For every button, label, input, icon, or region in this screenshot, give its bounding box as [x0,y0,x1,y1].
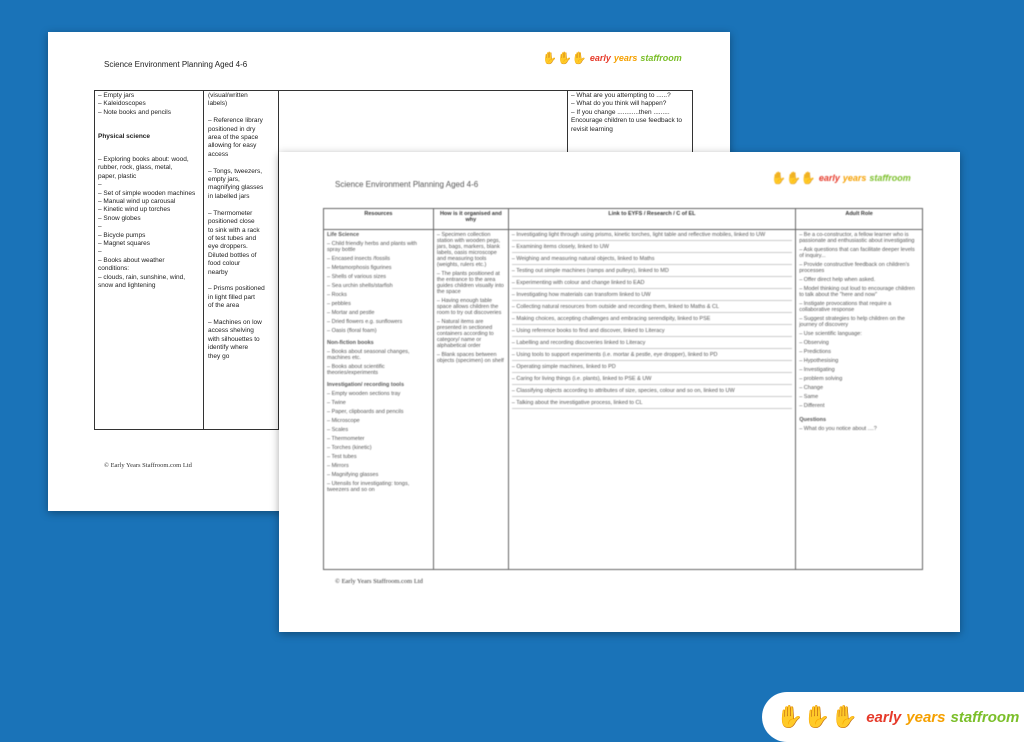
logo-word-staffroom: staffroom [869,173,911,183]
links-cell [508,230,795,570]
tools-heading: Investigation/ recording tools [327,382,405,389]
adult-role-list [799,232,919,337]
list-item: – Torches (kinetic) [327,445,430,451]
logo-word-early: early [818,173,840,183]
list-item: – Books about seasonal changes, machines etc. [327,349,430,361]
list-item: – What do you notice about ....? [799,426,919,432]
list-item: – Model thinking out loud to encourage children to talk about the "here and now" [799,286,919,298]
nonfiction-list [327,349,430,376]
logo-word-staffroom: staffroom [640,53,682,63]
list-item: – Operating simple machines, linked to PD [512,364,792,373]
list-item: – Oasis (floral foam) [327,328,430,334]
list-item: – Child friendly herbs and plants with spray bottle [327,241,430,253]
table-row [324,230,923,570]
list-item: – Shells of various sizes [327,274,430,280]
questions-heading: Questions [799,417,827,424]
hands-logo-icon: ✋ ✋ ✋ [771,171,816,185]
corner-brand-logo [762,692,1024,742]
list-item: – Specimen collection station with wooden pegs, jars, bags, markers, blank labels, oasis microscope and measuring tools (weights, rulers etc.) [437,232,505,268]
list-item: – Microscope [327,418,430,424]
list-item: – Sea urchin shells/starfish [327,283,430,289]
list-item: – pebbles [327,301,430,307]
list-item: – Investigating how materials can transform linked to UW [512,292,792,301]
organised-list [437,232,505,364]
list-item: – problem solving [799,376,919,382]
list-item: – Making choices, accepting challenges and embracing serendipity, linked to PSE [512,316,792,325]
list-item: – Rocks [327,292,430,298]
resources-cell [324,230,434,570]
list-item: – Same [799,394,919,400]
back-col-1-text: – Empty jars – Kaleidoscopes – Note books and pencils [98,92,171,116]
list-item: – Ask questions that can facilitate deeper levels of inquiry... [799,247,919,259]
adult-role-cell [796,230,923,570]
list-item: – Using tools to support experiments (i.e. mortar & pestle, eye dropper), linked to PD [512,352,792,361]
list-item: – Encased insects /fossils [327,256,430,262]
back-physical-science-heading: Physical science [98,133,151,140]
back-col-1-list: – Exploring books about: wood, rubber, rock, glass, metal, paper, plastic – – Set of simple wooden machines – Manual wind up carousal – Kinetic wind up torches – Snow globes – – Bicycle pumps – Magnet squares – – Books about weather conditions: – clouds, rain, sunshine, wind, snow and lightening [98,156,196,290]
list-item: – Predictions [799,349,919,355]
front-page-title: Science Environment Planning Aged 4-6 [335,180,479,189]
list-item: – Empty wooden sections tray [327,391,430,397]
list-item: – Twine [327,400,430,406]
back-page-logo [542,52,682,64]
list-item: – Investigating [799,367,919,373]
organised-cell [433,230,508,570]
front-page-footer: © Early Years Staffroom.com Ltd [335,578,423,585]
header-organised: How is it organised and why [433,209,508,230]
list-item: – Change [799,385,919,391]
list-item: – Books about scientific theories/experiments [327,364,430,376]
header-adult-role: Adult Role [796,209,923,230]
logo-word-years: years [842,173,867,183]
back-page-title: Science Environment Planning Aged 4-6 [104,60,248,69]
life-science-list [327,241,430,334]
list-item: – Thermometer [327,436,430,442]
list-item: – Blank spaces between objects (specimen) on shelf [437,352,505,364]
questions-list [799,426,919,432]
list-item: – Observing [799,340,919,346]
tools-list [327,391,430,493]
list-item: – Use scientific language: [799,331,919,337]
list-item: – Caring for living things (i.e. plants), linked to PSE & UW [512,376,792,385]
header-links: Link to EYFS / Research / C of EL [508,209,795,230]
list-item: – Utensils for investigating: tongs, tweezers and so on [327,481,430,493]
list-item: – Investigating light through using prisms, kinetic torches, light table and reflective mobiles, linked to UW [512,232,792,241]
list-item: – Paper, clipboards and pencils [327,409,430,415]
back-col-3-box [278,90,568,154]
logo-word-early: early [866,708,902,726]
list-item: – Different [799,403,919,409]
list-item: – Provide constructive feedback on children's processes [799,262,919,274]
links-list [512,232,792,409]
hands-logo-icon: ✋ ✋ ✋ [776,704,859,729]
logo-word-years: years [613,53,638,63]
list-item: – Natural items are presented in sectioned containers according to category/ name or alphabetical order [437,319,505,349]
logo-word-years: years [906,708,946,726]
list-item: – Mirrors [327,463,430,469]
logo-word-staffroom: staffroom [950,708,1020,726]
list-item: – Dried flowers e.g. sunflowers [327,319,430,325]
hands-logo-icon: ✋ ✋ ✋ [542,51,587,65]
front-document-page [279,152,960,632]
logo-word-early: early [589,53,611,63]
list-item: – The plants positioned at the entrance to the area guides children visually into the space [437,271,505,295]
list-item: – Magnifying glasses [327,472,430,478]
list-item: – Labelling and recording discoveries linked to Literacy [512,340,792,349]
life-science-heading: Life Science [327,232,360,239]
list-item: – Talking about the investigative process, linked to CL [512,400,792,409]
list-item: – Metamorphosis figurines [327,265,430,271]
back-col-2-text: (visual/written labels) – Reference library positioned in dry area of the space allowing for easy access – Tongs, tweezers, empty jars, magnifying glasses in labelled jars – Thermometer positioned close to sink with a rack of test tubes and eye droppers. Diluted bottles of food colour nearby – Prisms positioned in light filled part of the area – Machines on low access shelving with silhouettes to identify where they go [208,92,265,360]
list-item: – Be a co-constructor, a fellow learner who is passionate and enthusiastic about investigating [799,232,919,244]
list-item: – Test tubes [327,454,430,460]
list-item: – Classifying objects according to attributes of size, species, colour and so on, linked to UW [512,388,792,397]
list-item: – Testing out simple machines (ramps and pulleys), linked to MD [512,268,792,277]
list-item: – Weighing and measuring natural objects, linked to Maths [512,256,792,265]
list-item: – Collecting natural resources from outside and recording them, linked to Maths & CL [512,304,792,313]
back-col-4-text: – What are you attempting to ......? – What do you think will happen? – If you change ............then ......... Encourage children to use feedback to revisit learning [571,92,682,133]
list-item: – Using reference books to find and discover, linked to Literacy [512,328,792,337]
scientific-terms-list [799,340,919,409]
list-item: – Offer direct help when asked. [799,277,919,283]
list-item: – Having enough table space allows children the room to try out discoveries [437,298,505,316]
list-item: – Examining items closely, linked to UW [512,244,792,253]
front-page-logo [771,172,911,184]
header-resources: Resources [324,209,434,230]
planning-table [323,208,923,570]
list-item: – Experimenting with colour and change linked to EAD [512,280,792,289]
list-item: – Instigate provocations that require a collaborative response [799,301,919,313]
list-item: – Hypothesising [799,358,919,364]
list-item: – Scales [327,427,430,433]
back-page-footer: © Early Years Staffroom.com Ltd [104,462,192,469]
list-item: – Mortar and pestle [327,310,430,316]
list-item: – Suggest strategies to help children on the journey of discovery [799,316,919,328]
table-header-row [324,209,923,230]
nonfiction-heading: Non-fiction books [327,340,374,347]
